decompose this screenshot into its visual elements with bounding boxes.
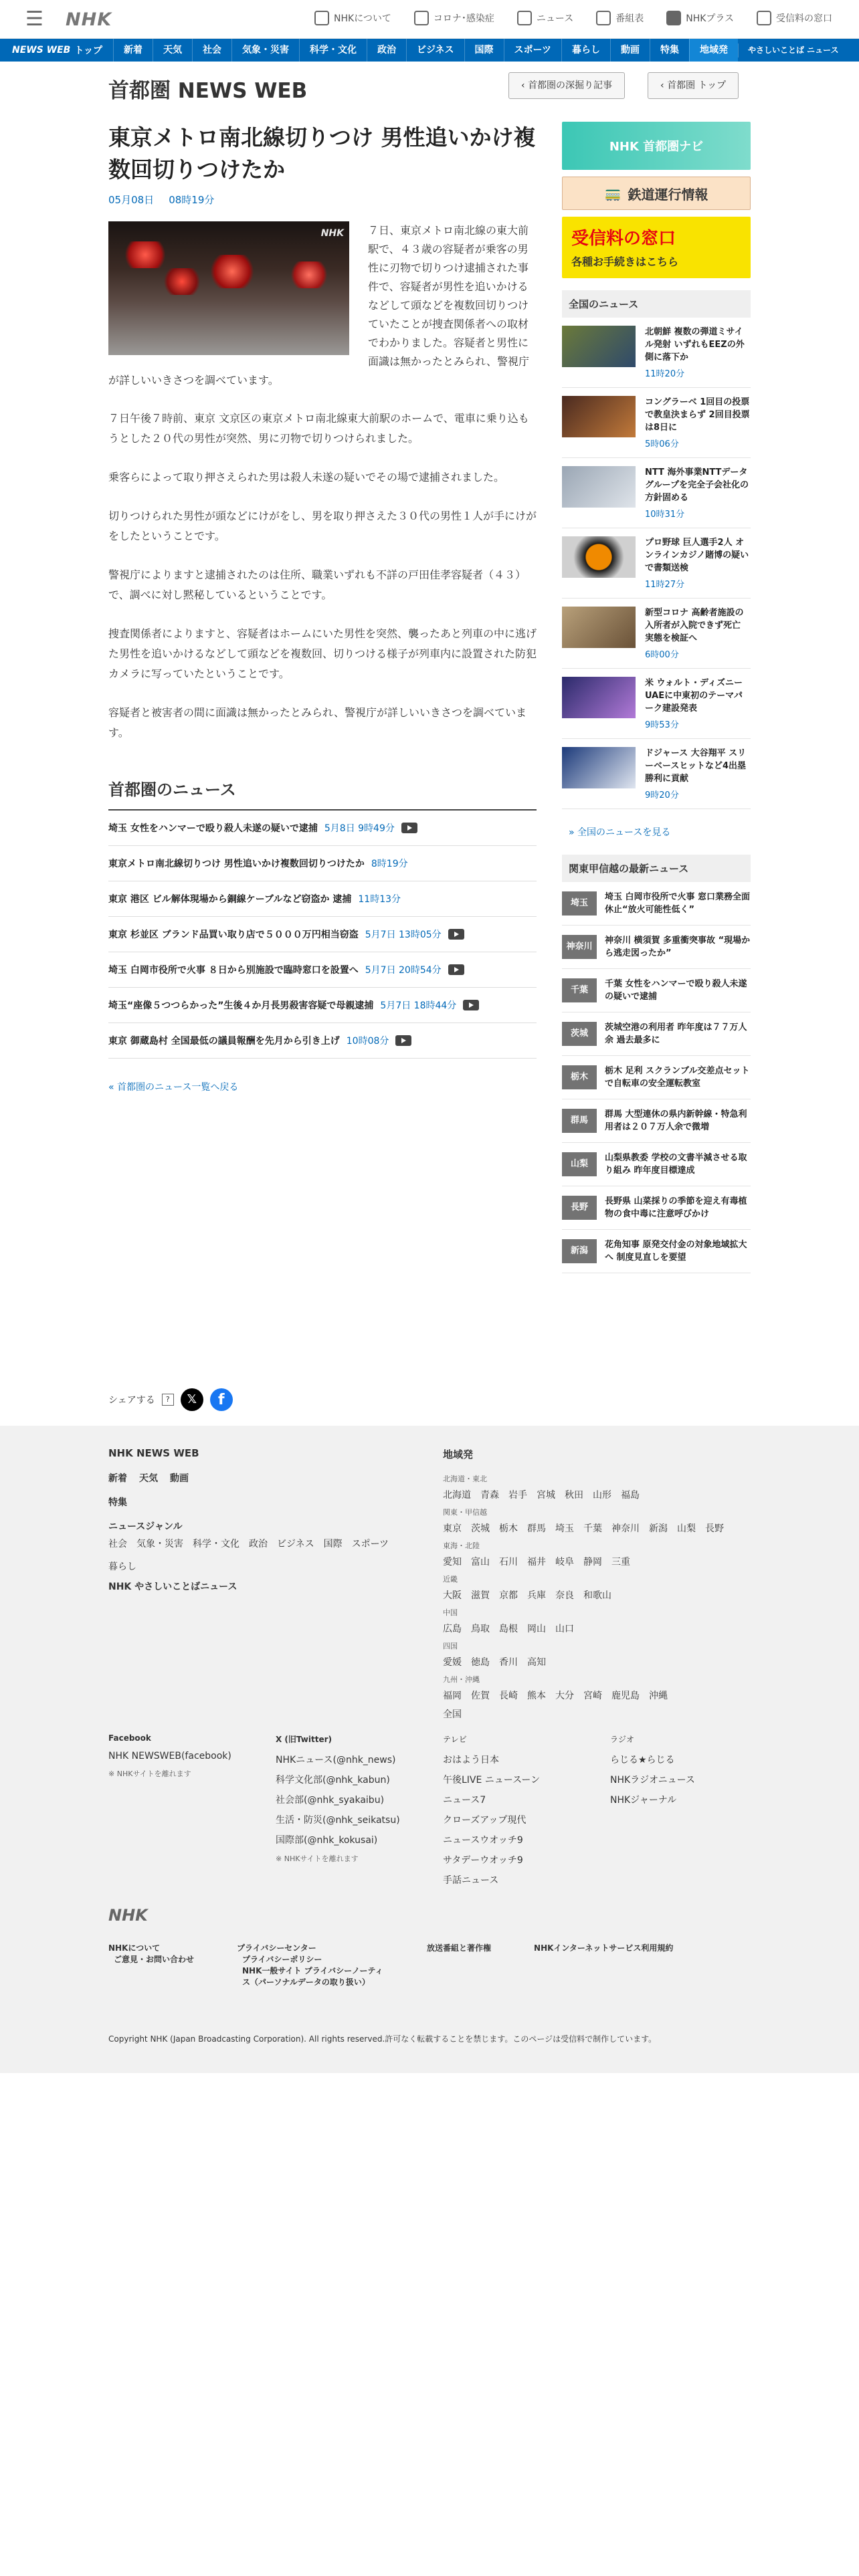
footer-region-group <box>443 1540 751 1568</box>
document-icon <box>757 11 771 25</box>
copyright-link[interactable]: 放送番組と著作権 <box>427 1943 492 1953</box>
regional-news <box>108 776 537 1093</box>
footer-facebook <box>108 1733 262 1779</box>
footer-radio-link[interactable]: NHKジャーナル <box>610 1795 677 1806</box>
news-date: 5月7日 18時44分 <box>380 1000 457 1011</box>
regional-news-item[interactable] <box>108 952 537 988</box>
footer-prefecture-link[interactable]: 佐賀 <box>471 1691 490 1701</box>
footer-radio <box>610 1733 751 1813</box>
footer-prefecture-link[interactable]: 宮崎 <box>583 1691 602 1701</box>
train-icon: 🚃 <box>604 185 622 201</box>
nav-item-video[interactable]: 動画 <box>610 39 650 62</box>
footer-prefecture-link[interactable]: 長崎 <box>499 1691 518 1701</box>
news-date: 5月7日 20時54分 <box>365 965 442 976</box>
footer-bottom-links <box>108 1942 673 1988</box>
footer-prefecture-link[interactable]: 北海道 <box>443 1490 471 1501</box>
footer-prefecture-link[interactable]: 鳥取 <box>471 1624 490 1634</box>
news-title: 千葉 女性をハンマーで殴り殺人未遂の疑いで逮捕 <box>605 979 747 1002</box>
contact-link[interactable]: ご意見・お問い合わせ <box>114 1955 195 1964</box>
footer-x-link[interactable]: NHKニュース(@nhk_news) <box>276 1755 396 1765</box>
footer-genre-heading: ニュースジャンル <box>108 1521 183 1532</box>
news-title: 埼玉 白岡市役所で火事 窓口業務全面休止“放火可能性低く” <box>605 892 751 915</box>
prefecture-badge: 長野 <box>562 1196 597 1220</box>
share-bar <box>108 1388 233 1411</box>
footer-facebook-heading: Facebook <box>108 1733 151 1743</box>
footer-genre-link[interactable]: 気象・災害 <box>136 1539 183 1549</box>
news-title: 群馬 大型連休の県内新幹線・特急利用者は２０７万人余で微増 <box>605 1109 747 1132</box>
video-icon <box>395 1035 411 1046</box>
regional-news-heading: 首都圏のニュース <box>108 776 537 811</box>
footer-prefecture-link[interactable]: 奈良 <box>555 1590 574 1601</box>
news-time: 11時20分 <box>645 369 685 379</box>
footer-prefecture-link[interactable]: 高知 <box>527 1657 546 1668</box>
top-header <box>0 0 859 39</box>
footer-prefecture-link[interactable]: 鹿児島 <box>611 1691 640 1701</box>
news-time: 6時00分 <box>645 650 679 660</box>
footer-prefecture-link[interactable]: 大分 <box>555 1691 574 1701</box>
news-title: 東京 杉並区 ブランド品買い取り店で５０００万円相当窃盗 <box>108 930 359 940</box>
about-nhk-link[interactable] <box>314 11 391 25</box>
news-date: 10時08分 <box>346 1036 389 1047</box>
article-paragraph: 切りつけられた男性が頭などにけがをし、男を取り押さえた３０代の男性１人が手にけがをしたということです。 <box>108 510 537 542</box>
train-info-label: 鉄道運行情報 <box>628 186 708 203</box>
program-guide-label: 番組表 <box>615 13 644 24</box>
news-title: 東京 御蔵島村 全国最低の議員報酬を先月から引き上げ <box>108 1036 340 1047</box>
footer-prefecture-link[interactable]: 福岡 <box>443 1691 462 1701</box>
news-time: 10時31分 <box>645 510 685 520</box>
news-title: 栃木 足利 スクランブル交差点セットで自転車の安全運転教室 <box>605 1066 750 1089</box>
footer-region-group-label: 九州・沖縄 <box>443 1675 480 1684</box>
footer-prefecture-link[interactable]: 群馬 <box>527 1523 546 1534</box>
news-thumbnail <box>562 747 636 788</box>
footer-tv-link[interactable]: クローズアップ現代 <box>443 1815 527 1826</box>
corona-link[interactable] <box>414 11 494 25</box>
national-news-item[interactable] <box>562 669 751 739</box>
footer-prefecture-link[interactable]: 静岡 <box>583 1557 602 1568</box>
deep-dive-button[interactable]: ‹ 首都圏の深掘り記事 <box>508 72 625 99</box>
footer-genre-link[interactable]: 科学・文化 <box>193 1539 240 1549</box>
footer-link-feature[interactable]: 特集 <box>108 1497 127 1508</box>
share-facebook-button[interactable]: f <box>210 1388 233 1411</box>
news-thumbnail <box>562 396 636 437</box>
news-title: プロ野球 巨人選手2人 オンラインカジノ賭博の疑いで書類送検 <box>645 538 749 573</box>
footer-prefecture-link[interactable]: 徳島 <box>471 1657 490 1668</box>
back-to-list-label: 首都圏のニュース一覧へ戻る <box>117 1082 239 1093</box>
kanto-news-item[interactable] <box>562 882 751 926</box>
privacy-policy-link[interactable]: プライバシーポリシー <box>242 1955 322 1964</box>
privacy-center-link[interactable]: プライバシーセンター <box>237 1943 316 1953</box>
footer-region-group-label: 近畿 <box>443 1575 458 1584</box>
news-title: NTT 海外事業NTTデータグループを完全子会社化の方針固める <box>645 467 749 503</box>
national-news-item[interactable] <box>562 599 751 669</box>
kanto-news-item[interactable] <box>562 1056 751 1099</box>
footer-prefecture-link[interactable]: 兵庫 <box>527 1590 546 1601</box>
article-photo <box>108 221 349 355</box>
footer-region-group-label: 関東・甲信越 <box>443 1508 487 1517</box>
article-paragraph: 容疑者と被害者の間に面識は無かったとみられ、警視庁が詳しいいきさつを調べています。 <box>108 706 527 739</box>
footer-genre-link[interactable]: 暮らし <box>108 1562 136 1572</box>
menu-icon[interactable]: ☰ <box>25 7 43 31</box>
footer-prefecture-link[interactable]: 山梨 <box>677 1523 696 1534</box>
site-title: 首都圏 NEWS WEB <box>108 79 308 103</box>
footer-region-group <box>443 1473 751 1501</box>
nav-item-feature[interactable]: 特集 <box>650 39 689 62</box>
footer-prefecture-link[interactable]: 岡山 <box>527 1624 546 1634</box>
prefecture-badge: 茨城 <box>562 1022 597 1046</box>
lead-text: ７日、東京メトロ南北線の東大前駅で、４３歳の容疑者が乗客の男性に刃物で切りつけ逮捕された事件で、容疑者が男性を追いかけるなどして頭などを複数回切りつけていたことが捜査関係者への取材でわかりました。容疑者と男性に面識は無かったとみられ、警視庁が詳しいいきさつを調べています。 <box>108 224 529 387</box>
footer-tv <box>443 1733 597 1893</box>
video-icon <box>401 823 417 833</box>
photo-watermark: NHK <box>320 228 344 239</box>
prefecture-badge: 埼玉 <box>562 891 597 916</box>
kanto-news-item[interactable] <box>562 926 751 969</box>
footer-region-group <box>443 1507 751 1535</box>
corona-label: コロナ･感染症 <box>433 13 494 24</box>
nav-item-sports[interactable]: スポーツ <box>504 39 561 62</box>
footer-tv-link[interactable]: ニュースウオッチ9 <box>443 1835 523 1846</box>
prefecture-badge: 神奈川 <box>562 935 597 959</box>
national-news-item[interactable] <box>562 318 751 388</box>
train-info-banner[interactable] <box>562 177 751 210</box>
sidebar <box>562 122 751 1273</box>
news-thumbnail <box>562 326 636 367</box>
footer-facebook-link[interactable]: NHK NEWSWEB(facebook) <box>108 1751 231 1761</box>
footer-prefecture-link[interactable]: 山口 <box>555 1624 574 1634</box>
footer-prefecture-link[interactable]: 福井 <box>527 1557 546 1568</box>
see-national-news-label: 全国のニュースを見る <box>577 827 671 838</box>
shutoken-navi-banner[interactable]: NHK 首都圏ナビ <box>562 122 751 170</box>
footer-prefecture-link[interactable]: 滋賀 <box>471 1590 490 1601</box>
footer-tv-heading: テレビ <box>443 1735 467 1744</box>
footer-prefecture-link[interactable]: 千葉 <box>583 1523 602 1534</box>
footer-prefecture-link[interactable]: 岐阜 <box>555 1557 574 1568</box>
footer-prefecture-link[interactable]: 神奈川 <box>611 1523 640 1534</box>
copyright-text: Copyright NHK (Japan Broadcasting Corporation). All rights reserved.許可なく転載することを禁じます。このページは受信料で制作しています。 <box>108 2034 657 2044</box>
footer-tv-link[interactable]: 午後LIVE ニュースーン <box>443 1775 541 1786</box>
footer-region-group <box>443 1640 751 1669</box>
footer-prefecture-link[interactable]: 京都 <box>499 1590 518 1601</box>
article-lead <box>108 221 537 390</box>
footer-nhk-logo[interactable]: NHK <box>108 1906 148 1925</box>
news-label: ニュース <box>536 13 574 24</box>
reception-fee-banner[interactable] <box>562 217 751 278</box>
news-thumbnail <box>562 536 636 578</box>
news-title: 北朝鮮 複数の弾道ミサイル発射 いずれもEEZの外側に落下か <box>645 327 745 362</box>
footer-genre-link[interactable]: 国際 <box>323 1539 343 1549</box>
news-title: 埼玉 白岡市役所で火事 ８日から別施設で臨時窓口を設置へ <box>108 965 359 976</box>
news-time: 9時53分 <box>645 720 679 730</box>
news-title: 長野県 山菜採りの季節を迎え有毒植物の食中毒に注意呼びかけ <box>605 1196 747 1219</box>
news-icon <box>517 11 532 25</box>
article-paragraph: 捜査関係者によりますと、容疑者はホームにいた男性を突然、襲ったあと列車の中に逃げた男性を追いかけるなどして頭などを複数回、切りつける様子が列車内に設置された防犯カメラに写っていたということです。 <box>108 627 537 680</box>
national-news-heading: 全国のニュース <box>562 290 751 318</box>
national-news-item[interactable] <box>562 739 751 809</box>
footer-genre-link[interactable]: 社会 <box>108 1539 127 1549</box>
footer-prefecture-link[interactable]: 香川 <box>499 1657 518 1668</box>
footer-prefecture-link[interactable]: 大阪 <box>443 1590 462 1601</box>
news-title: 茨城空港の利用者 昨年度は７７万人余 過去最多に <box>605 1023 747 1045</box>
nhk-plus-link[interactable] <box>666 11 734 25</box>
national-news-item[interactable] <box>562 388 751 458</box>
news-web-top-link[interactable] <box>0 43 113 57</box>
footer-prefecture-link[interactable]: 島根 <box>499 1624 518 1634</box>
footer-newsweb-heading: NHK NEWS WEB <box>108 1447 199 1459</box>
nav-item-business[interactable]: ビジネス <box>406 39 464 62</box>
footer-x-link[interactable]: 社会部(@nhk_syakaibu) <box>276 1795 385 1806</box>
footer-prefecture-link[interactable]: 三重 <box>611 1557 630 1568</box>
footer-link-new[interactable]: 新着 <box>108 1473 127 1484</box>
prefecture-badge: 千葉 <box>562 978 597 1002</box>
article <box>108 122 537 1093</box>
kanto-news-item[interactable] <box>562 1099 751 1143</box>
news-thumbnail <box>562 466 636 508</box>
footer-prefecture-link[interactable]: 宮城 <box>537 1490 555 1501</box>
prefecture-badge: 山梨 <box>562 1152 597 1176</box>
footer-x-heading: X (旧Twitter) <box>276 1735 332 1744</box>
share-x-button[interactable]: 𝕏 <box>181 1388 203 1411</box>
footer-region-group-label: 東海・北陸 <box>443 1541 480 1550</box>
virus-icon <box>414 11 429 25</box>
article-date <box>108 193 537 207</box>
help-icon[interactable]: ? <box>162 1394 174 1406</box>
prefecture-badge: 群馬 <box>562 1109 597 1133</box>
article-paragraph: 乗客らによって取り押さえられた男は殺人未遂の疑いでその場で逮捕されました。 <box>108 471 505 484</box>
video-icon <box>463 1000 479 1010</box>
nav-easy-news[interactable]: やさしいことば ニュース <box>738 43 848 58</box>
footer-prefecture-link[interactable]: 富山 <box>471 1557 490 1568</box>
article-paragraph: 警視庁によりますと逮捕されたのは住所、職業いずれも不詳の戸田佳孝容疑者（４３）で、調べに対し黙秘しているということです。 <box>108 568 527 601</box>
footer-link-video[interactable]: 動画 <box>170 1473 189 1484</box>
kanto-news-item[interactable] <box>562 1186 751 1230</box>
see-national-news-link[interactable]: » 全国のニュースを見る <box>569 827 671 838</box>
nav-item-life[interactable]: 暮らし <box>561 39 610 62</box>
play-icon <box>666 11 681 25</box>
prefecture-badge: 栃木 <box>562 1065 597 1089</box>
regional-news-item[interactable] <box>108 846 537 881</box>
footer-tv-link[interactable]: 手話ニュース <box>443 1875 499 1886</box>
calendar-icon <box>596 11 611 25</box>
kanto-news-item[interactable] <box>562 1012 751 1056</box>
footer-tv-link[interactable]: ニュース7 <box>443 1795 486 1806</box>
news-thumbnail <box>562 607 636 648</box>
footer-regions <box>443 1447 751 1721</box>
news-title: 東京メトロ南北線切りつけ 男性追いかけ複数回切りつけたか <box>108 859 365 869</box>
program-guide-link[interactable] <box>596 11 644 25</box>
back-to-list-link[interactable]: « 首都圏のニュース一覧へ戻る <box>108 1082 239 1093</box>
footer-prefecture-link[interactable]: 新潟 <box>649 1523 668 1534</box>
footer-prefecture-link[interactable]: 石川 <box>499 1557 518 1568</box>
news-title: ドジャース 大谷翔平 スリーベースヒットなど4出塁 勝利に貢献 <box>645 748 747 784</box>
nav-item-new[interactable]: 新着 <box>113 39 153 62</box>
news-time: 5時06分 <box>645 439 679 449</box>
footer-x <box>276 1733 430 1870</box>
footer-prefecture-link[interactable]: 茨城 <box>471 1523 490 1534</box>
video-icon <box>448 964 464 975</box>
footer-prefecture-link[interactable]: 愛知 <box>443 1557 462 1568</box>
footer-newsweb <box>108 1447 403 1593</box>
footer-region-all-link[interactable]: 全国 <box>443 1709 462 1720</box>
regional-news-item[interactable] <box>108 917 537 952</box>
footer-radio-link[interactable]: NHKラジオニュース <box>610 1775 695 1786</box>
nav-item-disaster[interactable]: 気象・災害 <box>231 39 299 62</box>
kanto-news-heading: 関東甲信越の最新ニュース <box>562 855 751 882</box>
footer-external-note: ※ NHKサイトを離れます <box>108 1769 191 1778</box>
footer-region-group-label: 中国 <box>443 1608 458 1617</box>
footer-tv-link[interactable]: サタデーウオッチ9 <box>443 1855 523 1866</box>
footer-prefecture-link[interactable]: 青森 <box>480 1490 499 1501</box>
terms-link[interactable]: NHKインターネットサービス利用規約 <box>534 1943 674 1953</box>
footer-region-group-label: 四国 <box>443 1642 458 1650</box>
footer-prefecture-link[interactable]: 愛媛 <box>443 1657 462 1668</box>
about-nhk-label: NHKについて <box>334 13 391 24</box>
news-thumbnail <box>562 677 636 718</box>
footer-prefecture-link[interactable]: 岩手 <box>508 1490 527 1501</box>
regional-news-item[interactable] <box>108 811 537 846</box>
footer-link-weather[interactable]: 天気 <box>139 1473 158 1484</box>
nhk-logo[interactable]: NHK <box>66 9 112 30</box>
footer-tv-link[interactable]: おはよう日本 <box>443 1755 499 1765</box>
nav-item-politics[interactable]: 政治 <box>367 39 406 62</box>
news-date: 8時19分 <box>371 859 408 869</box>
share-label: シェアする <box>108 1395 155 1406</box>
prefecture-badge: 新潟 <box>562 1239 597 1263</box>
footer-prefecture-link[interactable]: 長野 <box>705 1523 724 1534</box>
footer-prefecture-link[interactable]: 和歌山 <box>583 1590 611 1601</box>
reception-fee-banner-sub: 各種お手続きはこちら <box>571 255 679 268</box>
news-date: 5月8日 9時49分 <box>324 823 395 834</box>
news-time: 9時20分 <box>645 790 679 800</box>
footer-prefecture-link[interactable]: 東京 <box>443 1523 462 1534</box>
about-nhk-footer-link[interactable]: NHKについて <box>108 1943 161 1953</box>
footer-genre-link[interactable]: スポーツ <box>351 1539 389 1549</box>
main-nav <box>0 39 859 62</box>
news-title: 神奈川 横須賀 多重衝突事故 “現場から逃走図ったか” <box>605 936 751 958</box>
article-date-time: 08時19分 <box>169 194 215 206</box>
news-title: 埼玉“座像５つつらかった”生後４か月長男殺害容疑で母親逮捕 <box>108 1000 374 1011</box>
footer-prefecture-link[interactable]: 埼玉 <box>555 1523 574 1534</box>
news-title: 米 ウォルト・ディズニー UAEに中東初のテーマパーク建設発表 <box>645 678 743 714</box>
footer-easy-news-link[interactable]: NHK やさしいことばニュース <box>108 1582 237 1592</box>
tv-icon <box>314 11 329 25</box>
footer-x-link[interactable]: 国際部(@nhk_kokusai) <box>276 1835 378 1846</box>
nav-top-label: トップ <box>74 45 102 56</box>
footer-prefecture-link[interactable]: 山形 <box>593 1490 611 1501</box>
footer-prefecture-link[interactable]: 沖縄 <box>649 1691 668 1701</box>
region-top-label: 首都圏 トップ <box>667 80 727 91</box>
footer-region-group <box>443 1574 751 1602</box>
national-news-item[interactable] <box>562 528 751 599</box>
footer-region-group <box>443 1674 751 1702</box>
news-title: 東京 港区 ビル解体現場から銅線ケーブルなど窃盗か 逮捕 <box>108 894 352 905</box>
footer-x-link[interactable]: 生活・防災(@nhk_seikatsu) <box>276 1815 400 1826</box>
site-bar <box>108 72 751 102</box>
news-title: 山梨県教委 学校の文書半減させる取り組み 昨年度目標達成 <box>605 1153 747 1176</box>
reception-fee-banner-title: 受信料の窓口 <box>571 229 676 249</box>
reception-fee-link[interactable] <box>757 11 832 25</box>
nhk-plus-label: NHKプラス <box>686 13 734 24</box>
article-title: 東京メトロ南北線切りつけ 男性追いかけ複数回切りつけたか <box>108 124 536 183</box>
footer-region-group <box>443 1607 751 1635</box>
region-top-button[interactable]: ‹ 首都圏 トップ <box>648 72 739 99</box>
footer-external-note: ※ NHKサイトを離れます <box>276 1854 359 1863</box>
footer-genre-link[interactable]: 政治 <box>249 1539 268 1549</box>
news-link[interactable] <box>517 11 573 25</box>
footer-region-group-label: 北海道・東北 <box>443 1475 487 1483</box>
regional-news-item[interactable] <box>108 988 537 1023</box>
footer-x-link[interactable]: 科学文化部(@nhk_kabun) <box>276 1775 390 1786</box>
kanto-news-item[interactable] <box>562 969 751 1012</box>
nav-item-science[interactable]: 科学・文化 <box>299 39 367 62</box>
footer-prefecture-link[interactable]: 福島 <box>621 1490 640 1501</box>
deep-dive-label: 首都圏の深掘り記事 <box>528 80 613 91</box>
footer-prefecture-link[interactable]: 熊本 <box>527 1691 546 1701</box>
news-date: 5月7日 13時05分 <box>365 930 442 940</box>
nav-item-weather[interactable]: 天気 <box>153 39 192 62</box>
news-title: コングラーベ 1回目の投票で教皇決まらず 2回目投票は8日に <box>645 397 750 433</box>
nav-item-international[interactable]: 国際 <box>464 39 504 62</box>
nav-item-society[interactable]: 社会 <box>192 39 231 62</box>
footer-genre-link[interactable]: ビジネス <box>277 1539 314 1549</box>
footer-prefecture-link[interactable]: 栃木 <box>499 1523 518 1534</box>
news-time: 11時27分 <box>645 580 685 590</box>
video-icon <box>448 929 464 940</box>
news-web-brand: NEWS WEB <box>12 45 71 56</box>
article-paragraph: ７日午後７時前、東京 文京区の東京メトロ南北線東大前駅のホームで、電車に乗り込もうとした２０代の男性が突然、男に刃物で切りつけられました。 <box>108 412 529 445</box>
news-date: 11時13分 <box>358 894 401 905</box>
footer-prefecture-link[interactable]: 広島 <box>443 1624 462 1634</box>
footer-radio-link[interactable]: らじる★らじる <box>610 1755 675 1765</box>
national-news-item[interactable] <box>562 458 751 528</box>
kanto-news-item[interactable] <box>562 1143 751 1186</box>
nav-item-region[interactable]: 地域発 <box>689 39 738 62</box>
footer-region-heading: 地域発 <box>443 1448 474 1461</box>
kanto-news-item[interactable] <box>562 1230 751 1273</box>
reception-fee-label: 受信料の窓口 <box>776 13 832 24</box>
news-title: 花角知事 原発交付金の対象地域拡大へ 制度見直しを要望 <box>605 1240 747 1263</box>
news-title: 埼玉 女性をハンマーで殴り殺人未遂の疑いで逮捕 <box>108 823 318 834</box>
article-date-day: 05月08日 <box>108 194 155 206</box>
news-title: 新型コロナ 高齢者施設の入所者が入院できず死亡 実態を検証へ <box>645 608 744 643</box>
footer-radio-heading: ラジオ <box>610 1735 635 1744</box>
footer-prefecture-link[interactable]: 秋田 <box>565 1490 583 1501</box>
top-links <box>314 11 832 25</box>
regional-news-item[interactable] <box>108 881 537 917</box>
regional-news-item[interactable] <box>108 1023 537 1059</box>
privacy-notice-link[interactable]: NHK一般サイト プライバシーノーティス（パーソナルデータの取り扱い） <box>242 1966 383 1987</box>
